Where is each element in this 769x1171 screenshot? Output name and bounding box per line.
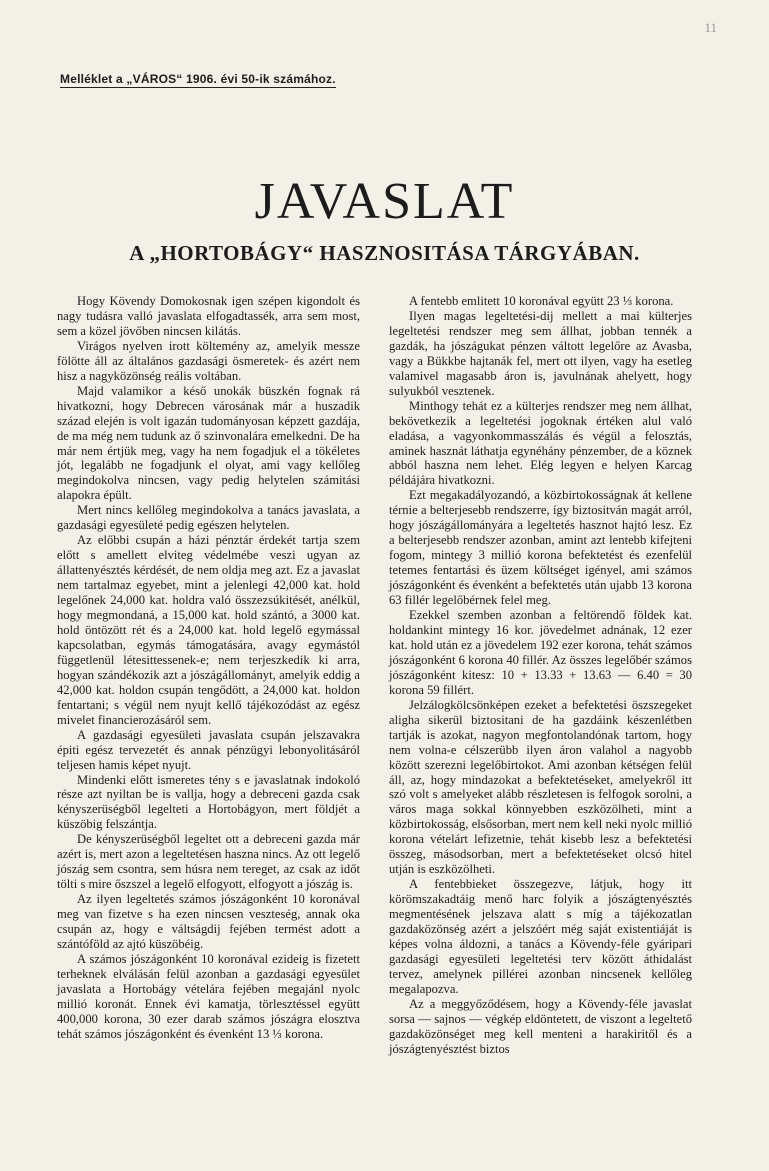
paragraph: Ezekkel szemben azonban a feltörendő földek kat. holdankint mintegy 16 kor. jövedelmet adnának, 12 ezer kat. hold után ez a jövedelem 192 ezer korona, tehát számos jószágonként 6 korona 40 fillér. Az összes legelőbér számos jószágonként kitesz: 10 + 13.33 + 13.63 — 6.40 = 30 korona 59 fillért.: [389, 608, 692, 697]
paragraph: Majd valamikor a késő unokák büszkén fognak rá hivatkozni, hogy Debrecen városának már a huszadik század elején is volt igazán tudományosan képzett gazdája, de ma még nem tudunk az ő szinvonalára emelkedni. De ha már nem értjük meg, vagy ha nem fogadjuk el a tökéletes jót, legalább ne fogadjunk el olyat, ami vagy kellőleg megindokolva nincsen, vagy pedig helytelen számitási alapokra épült.: [57, 383, 360, 503]
paragraph: A számos jószágonként 10 koronával ezideig is fizetett terheknek elválásán felül azonban a gazdasági egyesület javaslata a Hortobágy vételára fejében megajánl nyolc millió koronát. Ennek évi kamatja, törlesztéssel együtt 400,000 korona, 30 ezer darab számos jószágra elosztva tehát számos jószágonként és évenként 13 ⅓ korona.: [57, 951, 360, 1041]
paragraph: Az a meggyőződésem, hogy a Kövendy-féle javaslat sorsa — sajnos — végkép eldöntetett, de viszont a legeltető gazdaközönséget meg kell menteni a harakiritől és a jószágtenyésztést biztos: [389, 996, 692, 1056]
paragraph: Minthogy tehát ez a külterjes rendszer meg nem állhat, bekövetkezik a legeltetési jogoknak értéken alul való eladása, a vagyonkommasszálás és végül a felosztás, aminek hasznát láthatja egynéhány pénzember, de a köznek abból haszna nem lehet. Elég legyen e helyen Karcag példájára hivatkozni.: [389, 398, 692, 488]
paragraph: A fentebbieket összegezve, látjuk, hogy itt körömszakadtáig menő harc folyik a jószágtenyésztés megmentésének jelszava alatt s míg a tájékozatlan gazdaközönség azért a jelszóért még saját existentiáját is képes volna áldozni, a tanács a Kövendy-féle gyáripari gazdasági egyesületi legeltetési terv között áthidalást tervez, amelynek pillérei azonban nincsenek kellőleg megalapozva.: [389, 877, 692, 996]
document-subtitle: A „HORTOBÁGY“ HASZNOSITÁSA TÁRGYÁBAN.: [129, 241, 640, 265]
paragraph: Az ilyen legeltetés számos jószágonként 10 koronával meg van fizetve s ha ezen nincsen veszteség, annak oka csupán az, hogy e váltságdij fejében termést adott a szántóföld az ajtó küszöbéig.: [57, 892, 360, 951]
paragraph: Mindenki előtt ismeretes tény s e javaslatnak indokoló része azt nyiltan be is vallja, hogy a debreceni gazda csak kényszerüségből legelteti a Hortobágyon, mert földjét a küszöbig felszántja.: [57, 772, 360, 832]
page-number: 11: [704, 20, 717, 35]
paragraph: Az előbbi csupán a házi pénztár érdekét tartja szem előtt s amellett elviteg védelmébe veszi ugyan az állattenyésztés kérdését, de nem oldja meg azt. Ez a javaslat nem tartalmaz egyebet, mint a jelenlegi 42,000 kat. hold legelőnek 24,000 kat. holdra való összezsúkitését, anélkül, hogy megmondaná, a 15,000 kat. hold szántó, a 3000 kat. hold öntözött rét és a 24,000 kat. hold legelő egymással kapcsolatban, egymás támogatására, avagy egymástól függetlenül létesittessenek-e; nem terjeszkedik ki arra, hogyan szándékozik azt a jószágállományt, amelyik eddig a 42,000 kat. holdon csupán tengődött, a 24,000 kat. holdon fentartani; s végül nem nyujt kellő tájékozódást az egész mivelet financierozásáról sem.: [57, 533, 360, 727]
document-title: JAVASLAT: [254, 173, 515, 230]
paragraph: Ezt megakadályozandó, a közbirtokosságnak át kellene térnie a belterjesebb rendszerre, így biztositván magát arról, hogy jószágállományára a legeltetés hasznot hajtó lesz. Ez a belterjesebb rendszer azonban, amint azt lentebb kifejteni fogom, mintegy 3 millió korona befektetést és ezenfelül tetemes fentartási és üzem költséget igényel, ami számos jószágonként és évenként a befektetés után ujabb 13 korona 63 fillér legelőbérnek felel meg.: [389, 488, 692, 608]
supplement-note: Melléklet a „VÁROS“ 1906. évi 50-ik számához.: [60, 72, 336, 86]
paragraph: Hogy Kövendy Domokosnak igen szépen kigondolt és nagy tudásra valló javaslata elfogadtassék, arra sem most, sem a közel jövőben nincsen kilátás.: [57, 294, 360, 338]
paragraph: De kényszerüségből legeltet ott a debreceni gazda már azért is, mert azon a legeltetésen haszna nincs. Az ott legelő jószág sem csontra, sem húsra nem tereget, az csak az időt tölti s mire őszszel a legelő elfogyott, elfogyott a jószág is.: [57, 832, 360, 892]
paragraph: Virágos nyelven irott költemény az, amelyik messze fölötte áll az általános gazdasági ösmeretek- és azért nem hisz a nagyközönség reális voltában.: [57, 338, 360, 383]
paragraph: Jelzálogkölcsönképen ezeket a befektetési öszszegeket aligha sikerül biztositani de ha gazdáink készenlétben tartják is azokat, nagyon megfontolandónak tartom, hogy nem volna-e célszerübb ilyen áron valahol a nagyobb között szerezni legelőbirtokot. Ami azonban kétségen felül áll, az, hogy mindazokat a befektetéseket, amelyekről itt szó volt s amelyeket alább részletesen is felfogok sorolni, a város maga sokkal könnyebben eszközölheti, mint a közbirtokosság, elsősorban, mert nem kell neki nyolc millió korona vételárt lefizetnie, tehát kisebb lesz a befektetési összeg, másodsorban, mert a befektetéseket olcsó hitel utján is eszközölheti.: [389, 697, 692, 877]
paragraph: Mert nincs kellőleg megindokolva a tanács javaslata, a gazdasági egyesületé pedig egészen helytelen.: [57, 503, 360, 533]
left-column: [57, 294, 360, 1042]
paragraph: Ilyen magas legeltetési-dij mellett a mai külterjes legeltetési rendszer meg sem állhat, jobban tennék a gazdák, ha jószágukat pénzen váltott legelőre az Avasba, vagy a Bükkbe hajtanák fel, mert ott ilyen, vagy ha esetleg valamivel magasabb áron is, javulnának ahelyett, hogy sulyukból vesztenek.: [389, 308, 692, 398]
paragraph: A fentebb emlitett 10 koronával együtt 23 ⅓ korona.: [409, 294, 674, 308]
right-column: [389, 294, 692, 1057]
paragraph: A gazdasági egyesületi javaslata csupán jelszavakra épiti egész tervezetét és annak pénzügyi lebonyolitásáról teljesen hamis képet nyujt.: [57, 727, 360, 772]
